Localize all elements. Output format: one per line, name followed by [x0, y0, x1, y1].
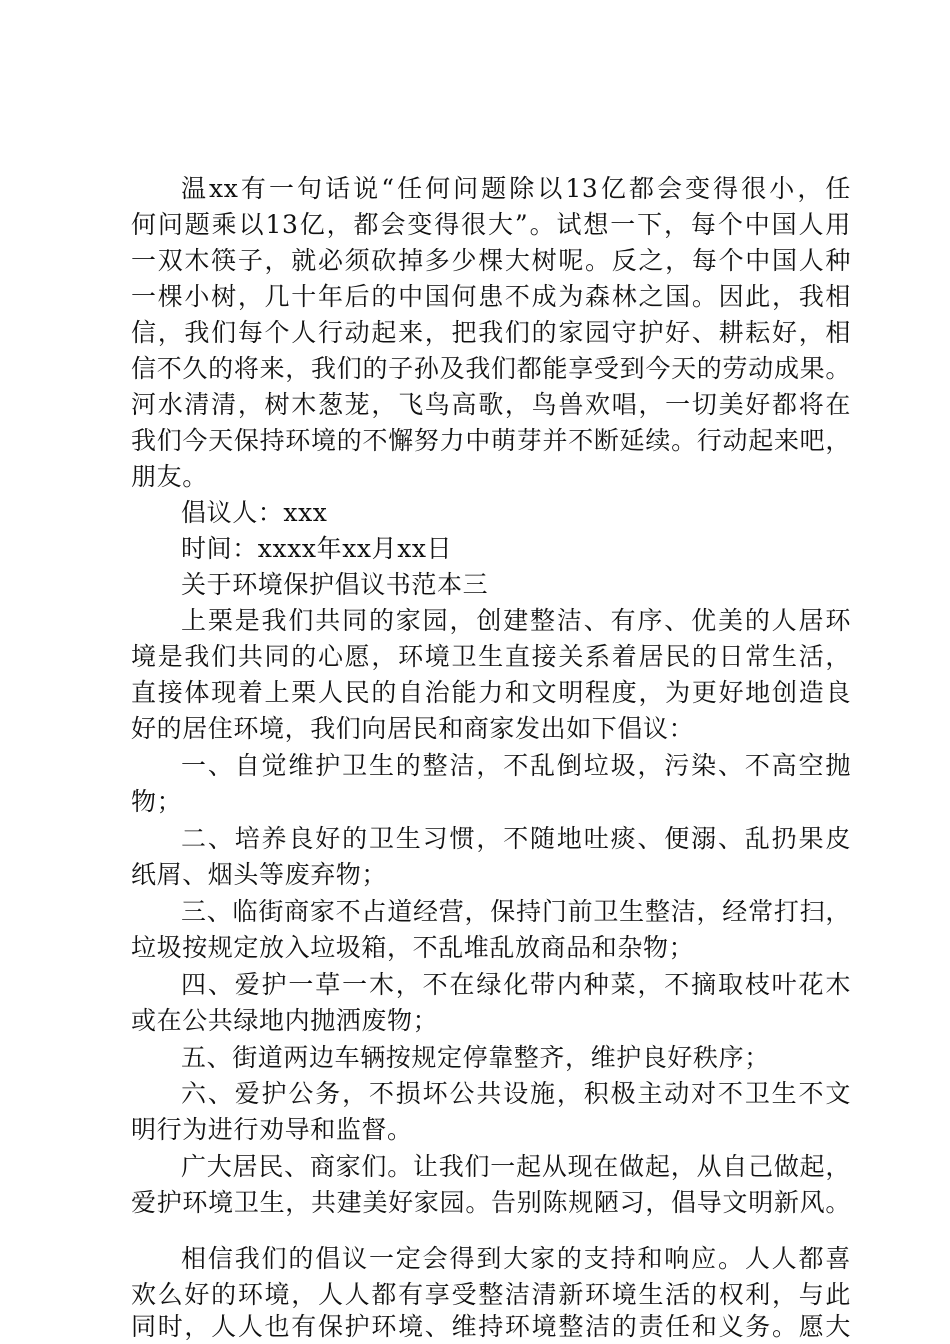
list-item: 六、爱护公务，不损坏公共设施，积极主动对不卫生不文 [181, 1079, 851, 1108]
text-line: 朋友。 [131, 462, 208, 491]
text-line: 温xx有一句话说“任何问题除以13亿都会变得很小，任 [181, 174, 851, 203]
text-line: 信，我们每个人行动起来，把我们的家园守护好、耕耘好，相 [131, 318, 851, 347]
text-line: 河水清清，树木葱茏，飞鸟高歌，鸟兽欢唱，一切美好都将在 [131, 390, 851, 419]
text-line: 境是我们共同的心愿，环境卫生直接关系着居民的日常生活， [131, 642, 851, 671]
text-line: 一棵小树，几十年后的中国何患不成为森林之国。因此，我相 [131, 282, 851, 311]
text-line: 一双木筷子，就必须砍掉多少棵大树呢。反之，每个中国人种 [131, 246, 851, 275]
text-line: 同时，人人也有保护环境、维持环境整洁的责任和义务。愿大 [131, 1312, 851, 1341]
section-title: 关于环境保护倡议书范本三 [181, 570, 489, 599]
text-line: 爱护环境卫生，共建美好家园。告别陈规陋习，倡导文明新风。 [131, 1188, 851, 1217]
list-item: 二、培养良好的卫生习惯，不随地吐痰、便溺、乱扔果皮 [181, 824, 851, 853]
text-line: 信不久的将来，我们的子孙及我们都能享受到今天的劳动成果。 [131, 354, 851, 383]
text-line: 何问题乘以13亿，都会变得很大”。试想一下，每个中国人用 [131, 210, 851, 239]
text-line: 上栗是我们共同的家园，创建整洁、有序、优美的人居环 [181, 606, 851, 635]
text-line: 我们今天保持环境的不懈努力中萌芽并不断延续。行动起来吧， [131, 426, 851, 455]
text-line: 广大居民、商家们。让我们一起从现在做起，从自己做起， [181, 1152, 851, 1181]
text-line: 相信我们的倡议一定会得到大家的支持和响应。人人都喜 [181, 1244, 851, 1273]
list-item: 四、爱护一草一木，不在绿化带内种菜，不摘取枝叶花木 [181, 970, 851, 999]
list-item: 明行为进行劝导和监督。 [131, 1115, 413, 1144]
signatory-line: 倡议人：xxx [181, 498, 328, 527]
text-line: 好的居住环境，我们向居民和商家发出如下倡议： [131, 714, 695, 743]
list-item: 物； [131, 787, 183, 816]
list-item: 或在公共绿地内抛洒废物； [131, 1006, 439, 1035]
date-line: 时间：xxxx年xx月xx日 [181, 534, 453, 563]
list-item: 纸屑、烟头等废弃物； [131, 860, 388, 889]
list-item: 一、自觉维护卫生的整洁，不乱倒垃圾，污染、不高空抛 [181, 751, 851, 780]
text-line: 直接体现着上栗人民的自治能力和文明程度，为更好地创造良 [131, 678, 851, 707]
list-item: 垃圾按规定放入垃圾箱，不乱堆乱放商品和杂物； [131, 933, 695, 962]
list-item: 三、临街商家不占道经营，保持门前卫生整洁，经常打扫， [181, 897, 851, 926]
text-line: 欢么好的环境，人人都有享受整洁清新环境生活的权利，与此 [131, 1280, 851, 1309]
list-item: 五、街道两边车辆按规定停靠整齐，维护良好秩序； [181, 1043, 770, 1072]
